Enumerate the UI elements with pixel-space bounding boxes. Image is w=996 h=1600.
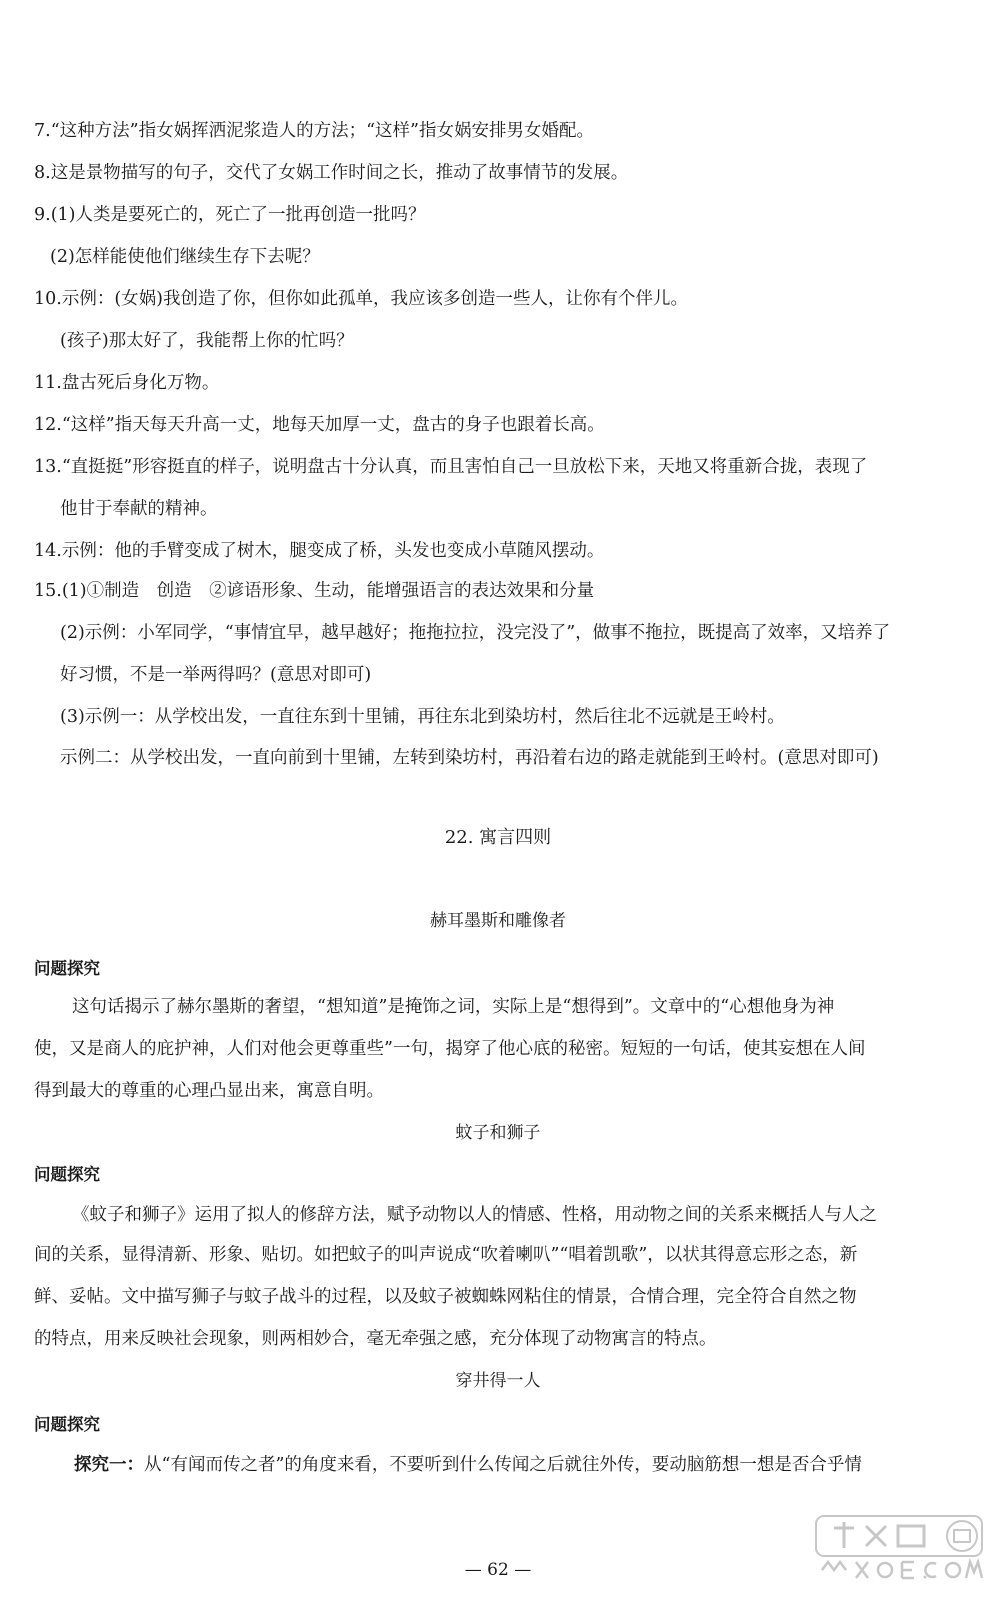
answer-15-2: (2)示例：小军同学，“事情宜早，越早越好；拖拖拉拉，没完没了”，做事不拖拉，既提高了效率，又培养了	[60, 623, 891, 643]
fable-1-line-2: 使，又是商人的庇护神，人们对他会更尊重些”一句，揭穿了他心底的秘密。短短的一句话，使其妄想在人间	[34, 1039, 866, 1059]
answer-10-cont: (孩子)那太好了，我能帮上你的忙吗？	[60, 331, 354, 351]
answer-13-cont: 他甘于奉献的精神。	[60, 499, 218, 519]
answer-12: 12.“这样”指天每天升高一丈，地每天加厚一丈，盘古的身子也跟着长高。	[34, 415, 605, 435]
answer-15-3-example1: (3)示例一：从学校出发，一直往东到十里铺，再往东北到染坊村，然后往北不远就是王岭村。	[60, 707, 785, 727]
page-number: — 62 —	[464, 1560, 532, 1580]
answer-13: 13.“直挺挺”形容挺直的样子，说明盘古十分认真，而且害怕自己一旦放松下来，天地又将重新合拢，表现了	[34, 457, 868, 477]
explore-one-label: 探究一：	[74, 1455, 144, 1475]
fable-2-line-4: 的特点，用来反映社会现象，则两相妙合，毫无牵强之感，充分体现了动物寓言的特点。	[34, 1329, 717, 1349]
answer-9-2: (2)怎样能使他们继续生存下去呢？	[50, 247, 320, 267]
answer-8: 8.这是景物描写的句子，交代了女娲工作时间之长，推动了故事情节的发展。	[34, 163, 629, 183]
explore-one-text: 从“有闻而传之者”的角度来看，不要听到什么传闻之后就往外传，要动脑筋想一想是否合乎情	[144, 1455, 862, 1475]
answer-15-3-example2: 示例二：从学校出发，一直向前到十里铺，左转到染坊村，再沿着右边的路走就能到王岭村。(意思对即可)	[60, 748, 879, 768]
question-explore-label-1: 问题探究	[34, 959, 100, 978]
fable-1-line-3: 得到最大的尊重的心理凸显出来，寓意自明。	[34, 1081, 384, 1101]
answer-15-1: 15.(1)①制造 创造 ②谚语形象、生动，能增强语言的表达效果和分量	[34, 581, 595, 601]
question-explore-label-3: 问题探究	[34, 1415, 100, 1434]
question-explore-label-2: 问题探究	[34, 1165, 100, 1184]
fable-2-line-1: 《蚊子和狮子》运用了拟人的修辞方法，赋予动物以人的情感、性格，用动物之间的关系来概括人与人之	[72, 1205, 877, 1225]
fable-2-line-3: 鲜、妥帖。文中描写狮子与蚊子战斗的过程，以及蚊子被蜘蛛网粘住的情景，合情合理，完全符合自然之物	[34, 1287, 857, 1307]
fable-title-1: 赫耳墨斯和雕像者	[430, 911, 566, 931]
fable-1-line-1: 这句话揭示了赫尔墨斯的奢望，“想知道”是掩饰之词，实际上是“想得到”。文章中的“心想他身为神	[72, 997, 835, 1017]
answer-9-1: 9.(1)人类是要死亡的，死亡了一批再创造一批吗？	[34, 205, 426, 225]
answer-14: 14.示例：他的手臂变成了树木，腿变成了桥，头发也变成小草随风摆动。	[34, 541, 605, 561]
fable-title-2: 蚊子和狮子	[455, 1123, 541, 1143]
fable-3-explore-1	[74, 1452, 976, 1478]
answer-15-2-cont: 好习惯，不是一举两得吗？(意思对即可)	[60, 665, 372, 685]
fable-2-line-2: 间的关系，显得清新、形象、贴切。如把蚊子的叫声说成“吹着喇叭”“唱着凯歌”，以状其得意忘形之态，新	[34, 1245, 858, 1265]
answer-11: 11.盘古死后身化万物。	[34, 373, 220, 393]
watermark-logo	[814, 1512, 984, 1586]
fable-title-3: 穿井得一人	[455, 1371, 541, 1391]
answer-7: 7.“这种方法”指女娲挥洒泥浆造人的方法；“这样”指女娲安排男女婚配。	[34, 121, 594, 141]
section-title: 22. 寓言四则	[444, 827, 552, 848]
answer-10: 10.示例：(女娲)我创造了你，但你如此孤单，我应该多创造一些人，让你有个伴儿。	[34, 289, 688, 309]
